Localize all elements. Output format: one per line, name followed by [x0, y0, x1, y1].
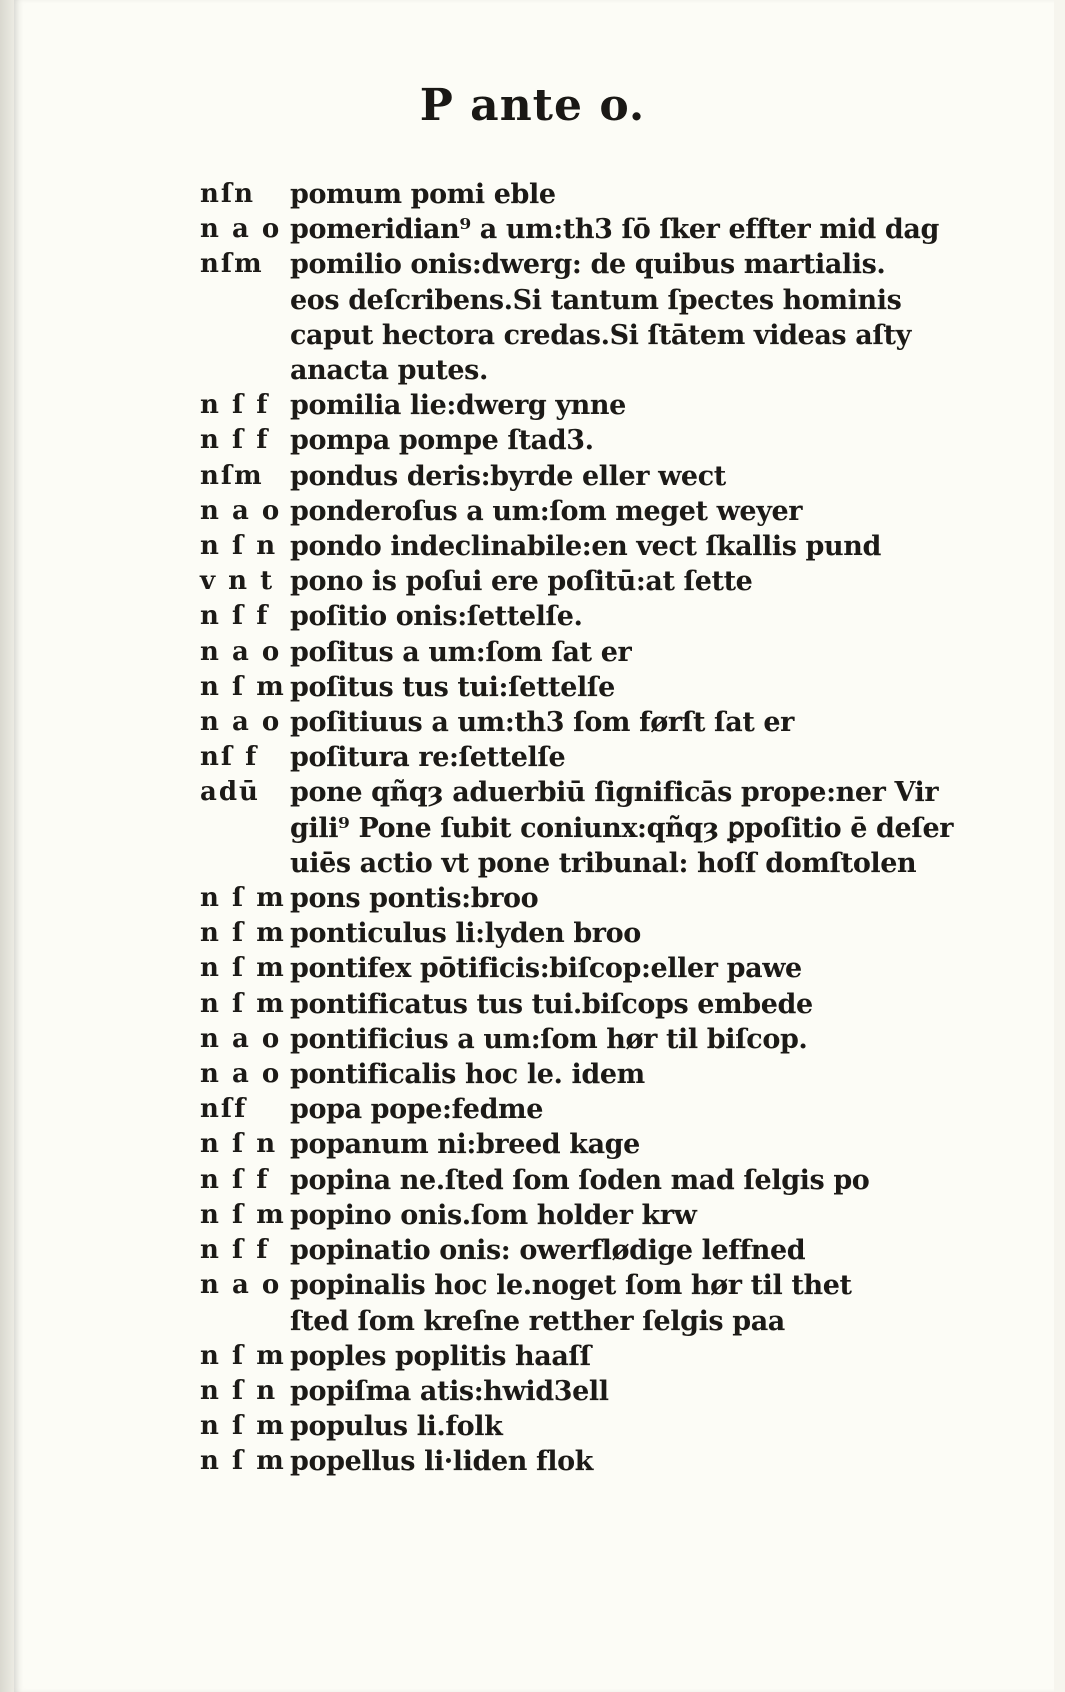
dictionary-entry	[200, 459, 970, 494]
grammar-code: n ſ n	[200, 1129, 278, 1160]
entry-text	[290, 1198, 970, 1233]
grammar-code: nſ f	[200, 742, 259, 773]
entry-line: caput hectora credas.Si ſtātem videas aſty	[290, 319, 911, 351]
dictionary-entry	[200, 775, 970, 881]
entry-line: poſitus tus tui:ſettelſe	[290, 671, 615, 703]
entry-line: poſitus a um:ſom ſat er	[290, 636, 632, 668]
entry-text	[290, 529, 970, 564]
entry-text	[290, 951, 970, 986]
dictionary-entry	[200, 987, 970, 1022]
grammar-code: n ſ f	[200, 1164, 270, 1195]
entry-line: poſitio onis:ſettelſe.	[290, 601, 583, 633]
dictionary-entry	[200, 564, 970, 599]
entry-line: pomeridian⁹ a um:th3 ſō ſker effter mid dag	[290, 214, 939, 246]
dictionary-entry	[200, 423, 970, 458]
entry-text	[290, 1057, 970, 1092]
entry-text	[290, 212, 970, 247]
entry-text	[290, 916, 970, 951]
dictionary-entry	[200, 599, 970, 634]
grammar-code: n ſ n	[200, 1375, 278, 1406]
entry-text	[290, 1022, 970, 1057]
grammar-code: n ſ m	[200, 883, 286, 914]
entry-text	[290, 1444, 970, 1479]
entry-text	[290, 494, 970, 529]
entry-line: popanum ni:breed kage	[290, 1129, 640, 1161]
entry-line: popa pope:fedme	[290, 1094, 543, 1126]
entry-line: populus li.folk	[290, 1411, 503, 1443]
entry-line: ſted ſom kreſne retther ſelgis paa	[290, 1305, 785, 1337]
entry-text	[290, 1092, 970, 1127]
dictionary-entry	[200, 951, 970, 986]
grammar-code: n a o	[200, 1059, 282, 1090]
entry-line: pono is poſui ere poſitū:at ſette	[290, 566, 753, 598]
dictionary-entry	[200, 670, 970, 705]
grammar-code: n ſ n	[200, 531, 278, 562]
entry-text	[290, 1233, 970, 1268]
dictionary-entry	[200, 740, 970, 775]
dictionary-entry	[200, 1092, 970, 1127]
entry-line: pontificalis hoc le. idem	[290, 1059, 645, 1091]
entry-text	[290, 1163, 970, 1198]
entry-line: poſitura re:ſettelſe	[290, 742, 566, 774]
entry-text	[290, 177, 970, 212]
entry-line: pomum pomi eble	[290, 179, 556, 210]
dictionary-entry	[200, 388, 970, 423]
dictionary-entry	[200, 1198, 970, 1233]
grammar-code: n a o	[200, 495, 282, 526]
dictionary-entry	[200, 1057, 970, 1092]
entry-text	[290, 423, 970, 458]
dictionary-entries	[200, 177, 970, 1480]
dictionary-entry	[200, 177, 970, 212]
entry-line: poples poplitis haaſſ	[290, 1340, 591, 1372]
grammar-code: nſf	[200, 1094, 248, 1125]
entry-line: pone qñqȝ aduerbiū ſignificās prope:ner Vir	[290, 777, 939, 809]
entry-text	[290, 1409, 970, 1444]
entry-line: ponticulus li:lyden broo	[290, 918, 641, 950]
grammar-code: v n t	[200, 566, 275, 597]
entry-line: pomilio onis:dwerg: de quibus martialis.	[290, 249, 886, 281]
dictionary-entry	[200, 1233, 970, 1268]
grammar-code: n ſ f	[200, 425, 270, 456]
entry-text	[290, 775, 970, 881]
entry-text	[290, 388, 970, 423]
dictionary-entry	[200, 212, 970, 247]
grammar-code: n ſ m	[200, 918, 286, 949]
entry-line: uiēs actio vt pone tribunal: hoſſ domſtolen	[290, 847, 917, 879]
grammar-code: n a o	[200, 636, 282, 667]
entry-line: ponderoſus a um:ſom meget weyer	[290, 495, 803, 527]
dictionary-entry	[200, 494, 970, 529]
entry-line: popina ne.ſted ſom ſoden mad ſelgis po	[290, 1164, 870, 1196]
entry-line: gili⁹ Pone ſubit coniunx:qñqȝ ꝑpoſitio ē deſer	[290, 812, 954, 844]
grammar-code: n ſ m	[200, 1199, 286, 1230]
entry-text	[290, 459, 970, 494]
grammar-code: n ſ m	[200, 1411, 286, 1442]
entry-text	[290, 1339, 970, 1374]
entry-text	[290, 599, 970, 634]
entry-line: anacta putes.	[290, 355, 488, 387]
entry-line: pontificatus tus tui.biſcops embede	[290, 988, 813, 1020]
dictionary-entry	[200, 1127, 970, 1162]
entry-line: pondus deris:byrde eller wect	[290, 460, 726, 492]
entry-line: pompa pompe ſtad3.	[290, 425, 594, 457]
grammar-code: n a o	[200, 1270, 282, 1301]
entry-line: pontificius a um:ſom hør til biſcop.	[290, 1023, 808, 1055]
entry-line: pondo indeclinabile:en vect ſkallis pund	[290, 531, 881, 563]
entry-text	[290, 987, 970, 1022]
grammar-code: nſm	[200, 249, 264, 280]
dictionary-entry	[200, 1374, 970, 1409]
dictionary-entry	[200, 247, 970, 388]
entry-text	[290, 1374, 970, 1409]
dictionary-entry	[200, 705, 970, 740]
entry-line: popinatio onis: owerflødige leffned	[290, 1235, 806, 1267]
entry-line: popellus li·liden flok	[290, 1446, 593, 1478]
grammar-code: n ſ m	[200, 1446, 286, 1477]
dictionary-entry	[200, 1163, 970, 1198]
grammar-code: n a o	[200, 1023, 282, 1054]
entry-text	[290, 705, 970, 740]
entry-text	[290, 635, 970, 670]
grammar-code: nſm	[200, 460, 264, 491]
dictionary-entry	[200, 1339, 970, 1374]
grammar-code: n ſ m	[200, 988, 286, 1019]
entry-line: pons pontis:broo	[290, 883, 539, 915]
dictionary-entry	[200, 529, 970, 564]
dictionary-entry	[200, 1268, 970, 1338]
dictionary-entry	[200, 916, 970, 951]
entry-line: pontifex pōtificis:biſcop:eller pawe	[290, 953, 802, 985]
dictionary-entry	[200, 635, 970, 670]
grammar-code: n ſ f	[200, 601, 270, 632]
dictionary-entry	[200, 1444, 970, 1479]
grammar-code: adū	[200, 777, 260, 808]
page-edge	[0, 0, 14, 1692]
page-heading: P ante o.	[419, 80, 646, 131]
grammar-code: n a o	[200, 214, 282, 245]
entry-line: poſitiuus a um:th3 ſom førſt ſat er	[290, 707, 795, 739]
grammar-code: n ſ f	[200, 390, 270, 421]
entry-line: pomilia lie:dwerg ynne	[290, 390, 626, 422]
entry-text	[290, 740, 970, 775]
entry-line: popinalis hoc le.noget ſom hør til thet	[290, 1270, 852, 1302]
grammar-code: n a o	[200, 707, 282, 738]
grammar-code: nſn	[200, 179, 255, 209]
entry-text	[290, 247, 970, 388]
grammar-code: n ſ f	[200, 1235, 270, 1266]
entry-text	[290, 670, 970, 705]
entry-text	[290, 564, 970, 599]
entry-line: popiſma atis:hwid3ell	[290, 1375, 609, 1407]
entry-text	[290, 1268, 970, 1338]
entry-text	[290, 881, 970, 916]
grammar-code: n ſ m	[200, 1340, 286, 1371]
dictionary-entry	[200, 1409, 970, 1444]
entry-line: eos deſcribens.Si tantum ſpectes hominis	[290, 284, 902, 316]
grammar-code: n ſ m	[200, 671, 286, 702]
dictionary-entry	[200, 881, 970, 916]
dictionary-entry	[200, 1022, 970, 1057]
grammar-code: n ſ m	[200, 953, 286, 984]
entry-text	[290, 1127, 970, 1162]
entry-line: popino onis.ſom holder krw	[290, 1199, 697, 1231]
